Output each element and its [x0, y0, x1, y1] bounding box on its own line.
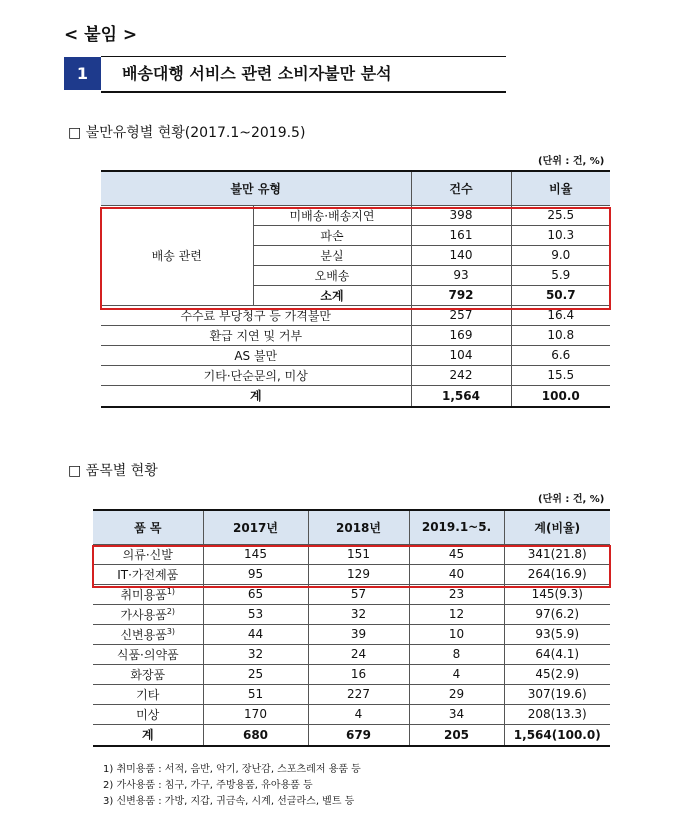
cell-y2018: 16: [308, 664, 409, 684]
item-name: [93, 624, 203, 644]
table-row: [93, 624, 610, 644]
item-name: [93, 704, 203, 724]
table-row: [101, 305, 610, 325]
row-count: 104: [411, 345, 511, 365]
row-label: AS 불만: [101, 345, 411, 365]
row-label: 환급 지연 및 거부: [101, 325, 411, 345]
row-ratio: 6.6: [511, 345, 610, 365]
item-label: 신변용품: [120, 627, 167, 642]
table-row: [101, 365, 610, 385]
heading-number: 1: [64, 57, 101, 90]
table-row: [101, 205, 610, 225]
heading-rule: [101, 91, 506, 93]
cell-y2018: 4: [308, 704, 409, 724]
row-count: 161: [411, 225, 511, 245]
row-ratio: 10.8: [511, 325, 610, 345]
table-row: [93, 664, 610, 684]
heading-title: 배송대행 서비스 관련 소비자불만 분석: [122, 64, 392, 83]
cell-y2019: 12: [409, 604, 504, 624]
table-row: [93, 544, 610, 564]
table-row: [93, 684, 610, 704]
row-count: 169: [411, 325, 511, 345]
item-label: 미상: [136, 707, 160, 722]
row-label: 미배송·배송지연: [253, 205, 411, 225]
item-label: 의류·신발: [122, 547, 173, 562]
table-row: [101, 345, 610, 365]
item-label: 기타: [136, 687, 160, 702]
cell-y2019: 8: [409, 644, 504, 664]
subtotal-ratio: 50.7: [511, 285, 610, 305]
footnote-marker: 1): [166, 586, 176, 596]
cell-total: 93(5.9): [504, 624, 610, 644]
cell-y2019: 40: [409, 564, 504, 584]
footnote-3: 3) 신변용품 : 가방, 지갑, 귀금속, 시계, 선글라스, 벨트 등: [103, 796, 355, 807]
item-name: [93, 664, 203, 684]
row-count: 257: [411, 305, 511, 325]
row-count: 93: [411, 265, 511, 285]
cell-y2019: 34: [409, 704, 504, 724]
total-2019: 205: [409, 724, 504, 746]
header-item: 품 목: [93, 510, 203, 544]
item-name: [93, 544, 203, 564]
subtotal-label: 소계: [253, 285, 411, 305]
table-row: [93, 644, 610, 664]
cell-y2018: 57: [308, 584, 409, 604]
appendix-label: < 붙임 >: [64, 25, 138, 45]
cell-total: 307(19.6): [504, 684, 610, 704]
item-label: IT·가전제품: [117, 567, 179, 582]
row-ratio: 10.3: [511, 225, 610, 245]
item-table: [93, 509, 610, 747]
footnote-2: 2) 가사용품 : 침구, 가구, 주방용품, 유아용품 등: [103, 780, 313, 791]
item-name: [93, 644, 203, 664]
total-sum: 1,564(100.0): [504, 724, 610, 746]
cell-y2018: 151: [308, 544, 409, 564]
row-label: 수수료 부당청구 등 가격불만: [101, 305, 411, 325]
group-label: 배송 관련: [101, 205, 253, 305]
header-type: 불만 유형: [101, 171, 411, 205]
footnotes: [103, 762, 361, 810]
cell-y2018: 32: [308, 604, 409, 624]
cell-y2018: 39: [308, 624, 409, 644]
section2-title: □ 품목별 현황: [68, 463, 158, 479]
item-name: [93, 584, 203, 604]
cell-y2017: 65: [203, 584, 308, 604]
header-total: 계(비율): [504, 510, 610, 544]
total-2018: 679: [308, 724, 409, 746]
row-count: 242: [411, 365, 511, 385]
row-count: 140: [411, 245, 511, 265]
header-2018: 2018년: [308, 510, 409, 544]
total-row: [93, 724, 610, 746]
cell-y2017: 44: [203, 624, 308, 644]
cell-y2018: 129: [308, 564, 409, 584]
table-row: [93, 604, 610, 624]
item-name: [93, 564, 203, 584]
item-name: [93, 684, 203, 704]
cell-total: 341(21.8): [504, 544, 610, 564]
row-ratio: 25.5: [511, 205, 610, 225]
cell-y2019: 10: [409, 624, 504, 644]
cell-y2017: 95: [203, 564, 308, 584]
section-heading: [64, 57, 506, 93]
table-header-row: [93, 510, 610, 544]
table-row: [101, 325, 610, 345]
cell-y2019: 29: [409, 684, 504, 704]
row-ratio: 15.5: [511, 365, 610, 385]
cell-y2017: 145: [203, 544, 308, 564]
item-name: [93, 604, 203, 624]
cell-y2017: 51: [203, 684, 308, 704]
item-label: 식품·의약품: [116, 647, 179, 662]
header-count: 건수: [411, 171, 511, 205]
cell-total: 45(2.9): [504, 664, 610, 684]
complaint-type-table: [101, 170, 610, 408]
table-header-row: [101, 171, 610, 205]
footnote-marker: 2): [166, 606, 176, 616]
row-ratio: 9.0: [511, 245, 610, 265]
cell-y2017: 25: [203, 664, 308, 684]
row-label: 분실: [253, 245, 411, 265]
item-label: 가사용품: [120, 607, 167, 622]
cell-y2018: 227: [308, 684, 409, 704]
cell-total: 97(6.2): [504, 604, 610, 624]
table-row: [93, 564, 610, 584]
cell-total: 264(16.9): [504, 564, 610, 584]
cell-y2017: 170: [203, 704, 308, 724]
cell-total: 208(13.3): [504, 704, 610, 724]
row-label: 오배송: [253, 265, 411, 285]
item-label: 화장품: [130, 667, 166, 682]
total-2017: 680: [203, 724, 308, 746]
subtotal-count: 792: [411, 285, 511, 305]
header-2019: 2019.1~5.: [409, 510, 504, 544]
cell-total: 145(9.3): [504, 584, 610, 604]
header-2017: 2017년: [203, 510, 308, 544]
total-label: 계: [93, 724, 203, 746]
section1-title: □ 불만유형별 현황(2017.1~2019.5): [68, 125, 306, 141]
cell-y2019: 45: [409, 544, 504, 564]
cell-y2017: 53: [203, 604, 308, 624]
row-count: 398: [411, 205, 511, 225]
total-row: [101, 385, 610, 407]
item-label: 취미용품: [120, 587, 167, 602]
table-row: [93, 704, 610, 724]
footnote-marker: 3): [166, 626, 176, 636]
cell-y2019: 4: [409, 664, 504, 684]
cell-y2018: 24: [308, 644, 409, 664]
cell-total: 64(4.1): [504, 644, 610, 664]
total-label: 계: [101, 385, 411, 407]
table-row: [93, 584, 610, 604]
cell-y2017: 32: [203, 644, 308, 664]
header-ratio: 비율: [511, 171, 610, 205]
total-ratio: 100.0: [511, 385, 610, 407]
section1-unit: (단위 : 건, %): [538, 156, 605, 167]
cell-y2019: 23: [409, 584, 504, 604]
total-count: 1,564: [411, 385, 511, 407]
row-ratio: 16.4: [511, 305, 610, 325]
row-label: 기타·단순문의, 미상: [101, 365, 411, 385]
section2-unit: (단위 : 건, %): [538, 494, 605, 505]
footnote-1: 1) 취미용품 : 서적, 음반, 악기, 장난감, 스포츠레저 용품 등: [103, 764, 361, 775]
row-ratio: 5.9: [511, 265, 610, 285]
row-label: 파손: [253, 225, 411, 245]
